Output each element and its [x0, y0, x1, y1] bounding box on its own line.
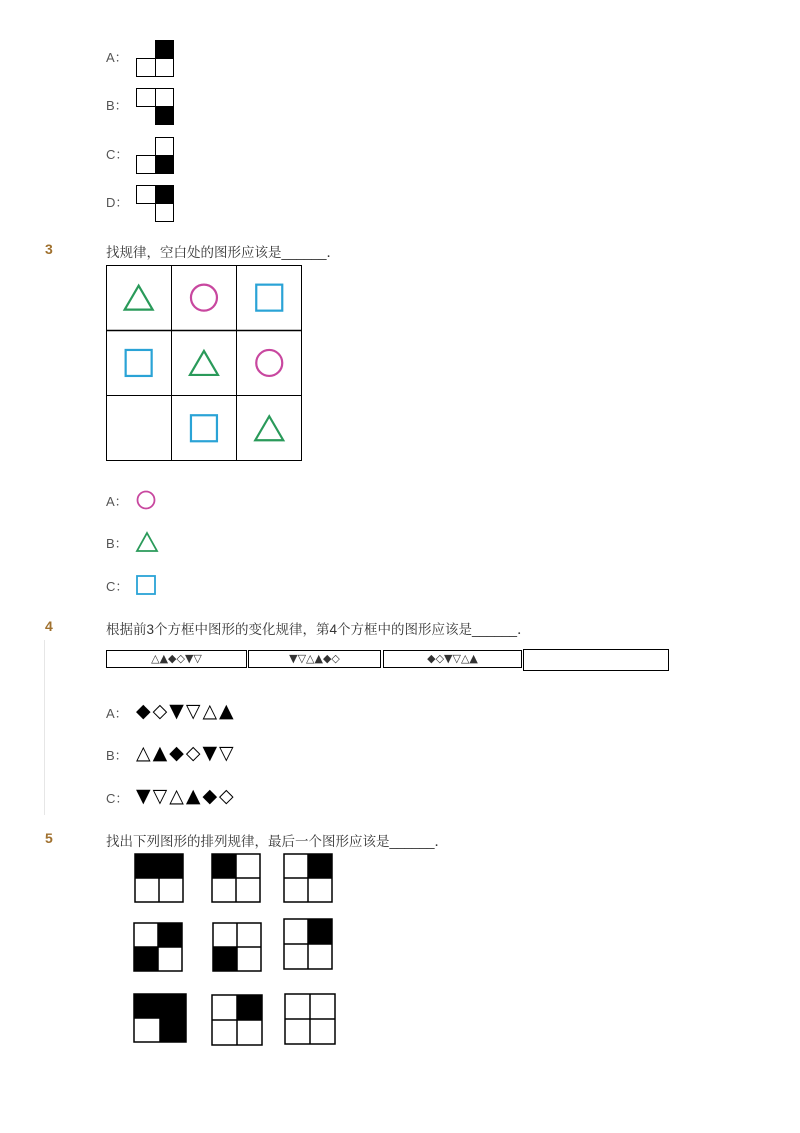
option-label: C：	[106, 579, 129, 594]
grid-lines	[106, 265, 302, 461]
triangle-icon	[125, 286, 153, 310]
sequence-box-4-blank	[523, 649, 669, 671]
triangle-icon	[135, 531, 159, 553]
shape-grid	[106, 265, 302, 461]
option-label: A：	[106, 50, 128, 65]
option-label: B：	[106, 536, 128, 551]
pattern-figure-r2c1	[133, 922, 183, 972]
triangle-icon	[190, 351, 218, 375]
question-number: 5	[45, 830, 53, 846]
option-label: C：	[106, 147, 129, 162]
option-label: A：	[106, 706, 128, 721]
question-text: 找出下列图形的排列规律，最后一个图形应该是______．	[106, 834, 449, 849]
sequence-box-3: ◆◇▼▽△▲	[383, 650, 522, 668]
pattern-figure-r3c1	[133, 993, 187, 1043]
pattern-figure-r3c3	[284, 993, 336, 1045]
square-icon	[191, 415, 217, 441]
triangle-icon	[255, 416, 283, 440]
option-shapes: ◆◇▼▽△▲	[136, 700, 236, 722]
question-number: 4	[45, 618, 53, 634]
pattern-figure-r3c2	[211, 994, 263, 1046]
circle-icon	[256, 350, 282, 376]
square-icon	[135, 574, 157, 596]
question-number: 3	[45, 241, 53, 257]
option-shapes: ▼▽△▲◆◇	[136, 785, 236, 807]
circle-icon	[135, 489, 157, 511]
option-label: A：	[106, 494, 128, 509]
option-label: C：	[106, 791, 129, 806]
pattern-figure-r1c3	[283, 853, 333, 903]
square-icon	[126, 350, 152, 376]
option-label: B：	[106, 98, 128, 113]
pattern-figure-r2c2	[212, 922, 262, 972]
square-icon	[256, 285, 282, 311]
option-shapes: △▲◆◇▼▽	[136, 742, 236, 764]
circle-icon	[191, 285, 217, 311]
pattern-figure-r1c1	[134, 853, 184, 903]
pattern-figure-r1c2	[211, 853, 261, 903]
pattern-figure-r2c3	[283, 918, 333, 970]
sequence-box-1: △▲◆◇▼▽	[106, 650, 247, 668]
margin-rule	[44, 640, 45, 815]
sequence-box-2: ▼▽△▲◆◇	[248, 650, 381, 668]
question-text: 根据前3个方框中图形的变化规律，第4个方框中的图形应该是______．	[106, 622, 531, 637]
option-label: D：	[106, 195, 129, 210]
option-label: B：	[106, 748, 128, 763]
question-text: 找规律，空白处的图形应该是______．	[106, 245, 341, 260]
